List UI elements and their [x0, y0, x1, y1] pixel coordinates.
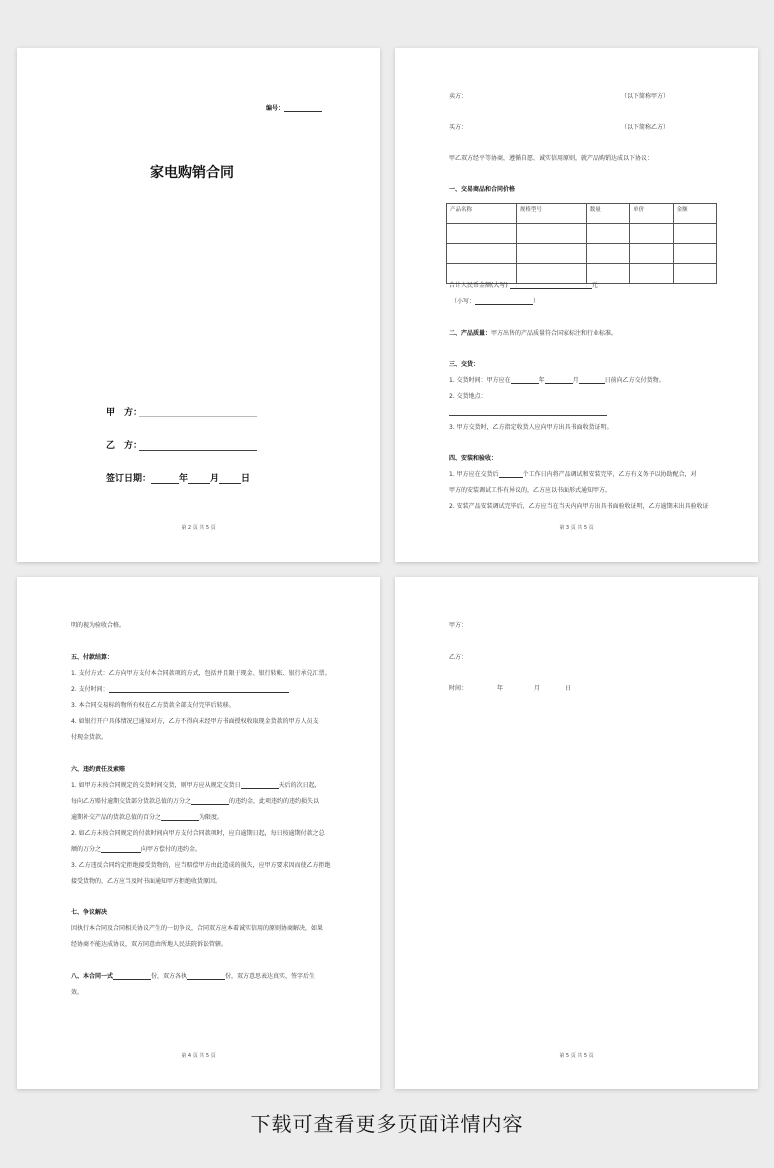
breach-2-row-2: 额的万分之 向甲方偿付的违约金。	[71, 846, 202, 853]
breach-2-row-1: 2. 如乙方未按合同规定的付款时间向甲方支付合同款项时，应自逾期日起，每日按逾期付款之总	[71, 830, 325, 837]
buyer-label: 买方：	[449, 124, 468, 131]
page-footer: 第 5 页 共 5 页	[559, 1053, 594, 1059]
section-1-heading: 一、交易商品和合同价格	[449, 186, 516, 193]
bank-text-1: 4. 如银行开户具体情况已通知对方，乙方不得向未经甲方书面授权收取现金货款的甲方人员支	[71, 718, 319, 725]
delivery-time-row: 1. 交货时间：甲方应在 年 月 日前向乙方交付货物。	[449, 377, 665, 384]
table-header-cell: 单价	[630, 204, 673, 224]
goods-table	[446, 203, 717, 284]
breach-1-row-3: 逾期补交产品的货款总值的百分之 为限度。	[71, 814, 224, 821]
dispute-text-2: 经协商不能达成协议，双方同意由所地人民法院诉讼管辖。	[71, 941, 228, 948]
breach-3-row-2: 接受货物的，乙方应当及时书面通知甲方拒绝收货原因。	[71, 878, 222, 885]
signature-time-label: 时间：	[449, 685, 468, 692]
contract-title: 家电购销合同	[150, 165, 234, 181]
section-8-tail: 效。	[71, 989, 84, 996]
continued-text: 明的视为验收合格。	[71, 622, 126, 629]
install-row-3: 2. 安装产品安装调试完毕后，乙方应当在当天内向甲方出具书面验收证明，乙方逾期未出具验收证	[449, 503, 709, 510]
ownership-text: 3. 本合同交易标的物所有权在乙方货款全部支付完毕后转移。	[71, 702, 235, 709]
section-4-heading: 四、安装和验收：	[449, 455, 498, 462]
breach-1-row-1: 1. 如甲方未按合同规定的交货时间交货，则甲方应从规定交货日 天后的次日起，	[71, 782, 321, 789]
install-row-2: 甲方的安装调试工作有异议的，乙方应以书面形式通知甲方。	[449, 487, 612, 494]
table-header-cell: 产品名称	[447, 204, 517, 224]
table-row	[447, 224, 717, 244]
install-row-1: 1. 甲方应在交货后 个工作日内将产品调试和安装完毕，乙方有义务予以协助配合，对	[449, 471, 697, 478]
page-footer: 第 4 页 共 5 页	[181, 1053, 216, 1059]
dispute-text-1: 因执行本合同及合同相关协议产生的一切争议，合同双方应本着诚实信用的原则协商解决，如果	[71, 925, 324, 932]
document-page-cover	[17, 48, 380, 562]
signature-party-a: 甲方：	[449, 622, 468, 629]
total-lower-row: （小写： ）	[451, 298, 540, 305]
document-page-terms-2	[17, 577, 380, 1089]
contract-number-row	[266, 105, 322, 112]
sign-date-row: 签订日期： 年 月 日	[106, 474, 251, 484]
sign-date-label: 签订日期：	[106, 474, 152, 484]
section-7-heading: 七、争议解决	[71, 909, 108, 916]
download-caption: 下载可查看更多页面详情内容	[250, 1112, 524, 1136]
payment-time-row: 2. 支付时间：	[71, 686, 289, 693]
page-footer: 第 3 页 共 5 页	[559, 525, 594, 531]
section-5-heading: 五、付款结算：	[71, 654, 114, 661]
intro-text: 甲乙双方经平等协商，遵循自愿、诚实信用原则，就产品购销达成以下协议：	[449, 155, 654, 162]
payment-method-text: 1. 支付方式：乙方向甲方支付本合同款项的方式，包括并且限于现金、银行转帐、银行承兑汇票。	[71, 670, 331, 677]
buyer-note: （以下简称乙方）	[621, 124, 670, 131]
section-8-row: 八、本合同一式 份，双方各执 份，双方意思表达真实，签字后生	[71, 973, 316, 980]
document-page-signature	[395, 577, 758, 1089]
bank-text-2: 付现金货款。	[71, 734, 108, 741]
table-row	[447, 244, 717, 264]
table-row	[447, 264, 717, 284]
page-footer: 第 2 页 共 5 页	[181, 525, 216, 531]
party-b-blank	[139, 450, 257, 451]
signature-month: 月	[534, 685, 541, 692]
table-header-row	[447, 204, 717, 224]
contract-number-label: 编号：	[266, 105, 285, 112]
seller-note: （以下简称甲方）	[621, 93, 670, 100]
party-a-blank	[139, 416, 257, 417]
section-2-row: 二、产品质量：甲方出售的产品质量符合国家标注和行业标准。	[449, 330, 618, 337]
party-b-row	[106, 441, 142, 451]
table-header-cell: 数量	[586, 204, 629, 224]
party-b-label: 乙 方：	[106, 441, 143, 451]
breach-3-row-1: 3. 乙方违反合同约定拒绝接受货物的，应当赔偿甲方由此造成的损失，应甲方要求因而使乙方拒绝	[71, 862, 331, 869]
signature-party-b: 乙方：	[449, 654, 468, 661]
section-8-heading: 八、本合同一式	[71, 973, 114, 980]
delivery-proof-text: 3. 甲方交货时，乙方指定收货人应向甲方出具书面收货证明。	[449, 424, 613, 431]
party-a-row	[106, 408, 142, 418]
signature-year: 年	[497, 685, 504, 692]
table-header-cell: 规格型号	[516, 204, 586, 224]
delivery-place-label: 2. 交货地点：	[449, 393, 487, 400]
total-upper-row: 合计人民币金额(大写) 元	[449, 282, 598, 289]
contract-number-blank	[284, 105, 322, 112]
table-header-cell: 金额	[673, 204, 716, 224]
section-2-heading: 二、产品质量：	[449, 330, 492, 337]
section-3-heading: 三、交货：	[449, 361, 480, 368]
signature-day: 日	[565, 685, 572, 692]
section-6-heading: 六、违约责任及索赔	[71, 766, 126, 773]
delivery-place-blank	[449, 415, 607, 416]
seller-label: 卖方：	[449, 93, 468, 100]
breach-1-row-2: 每向乙方赔付逾期交货部分货款总值的万分之 的违约金，此项违约的违约损失以	[71, 798, 320, 805]
party-a-label: 甲 方：	[106, 408, 143, 418]
document-page-terms-1	[395, 48, 758, 562]
